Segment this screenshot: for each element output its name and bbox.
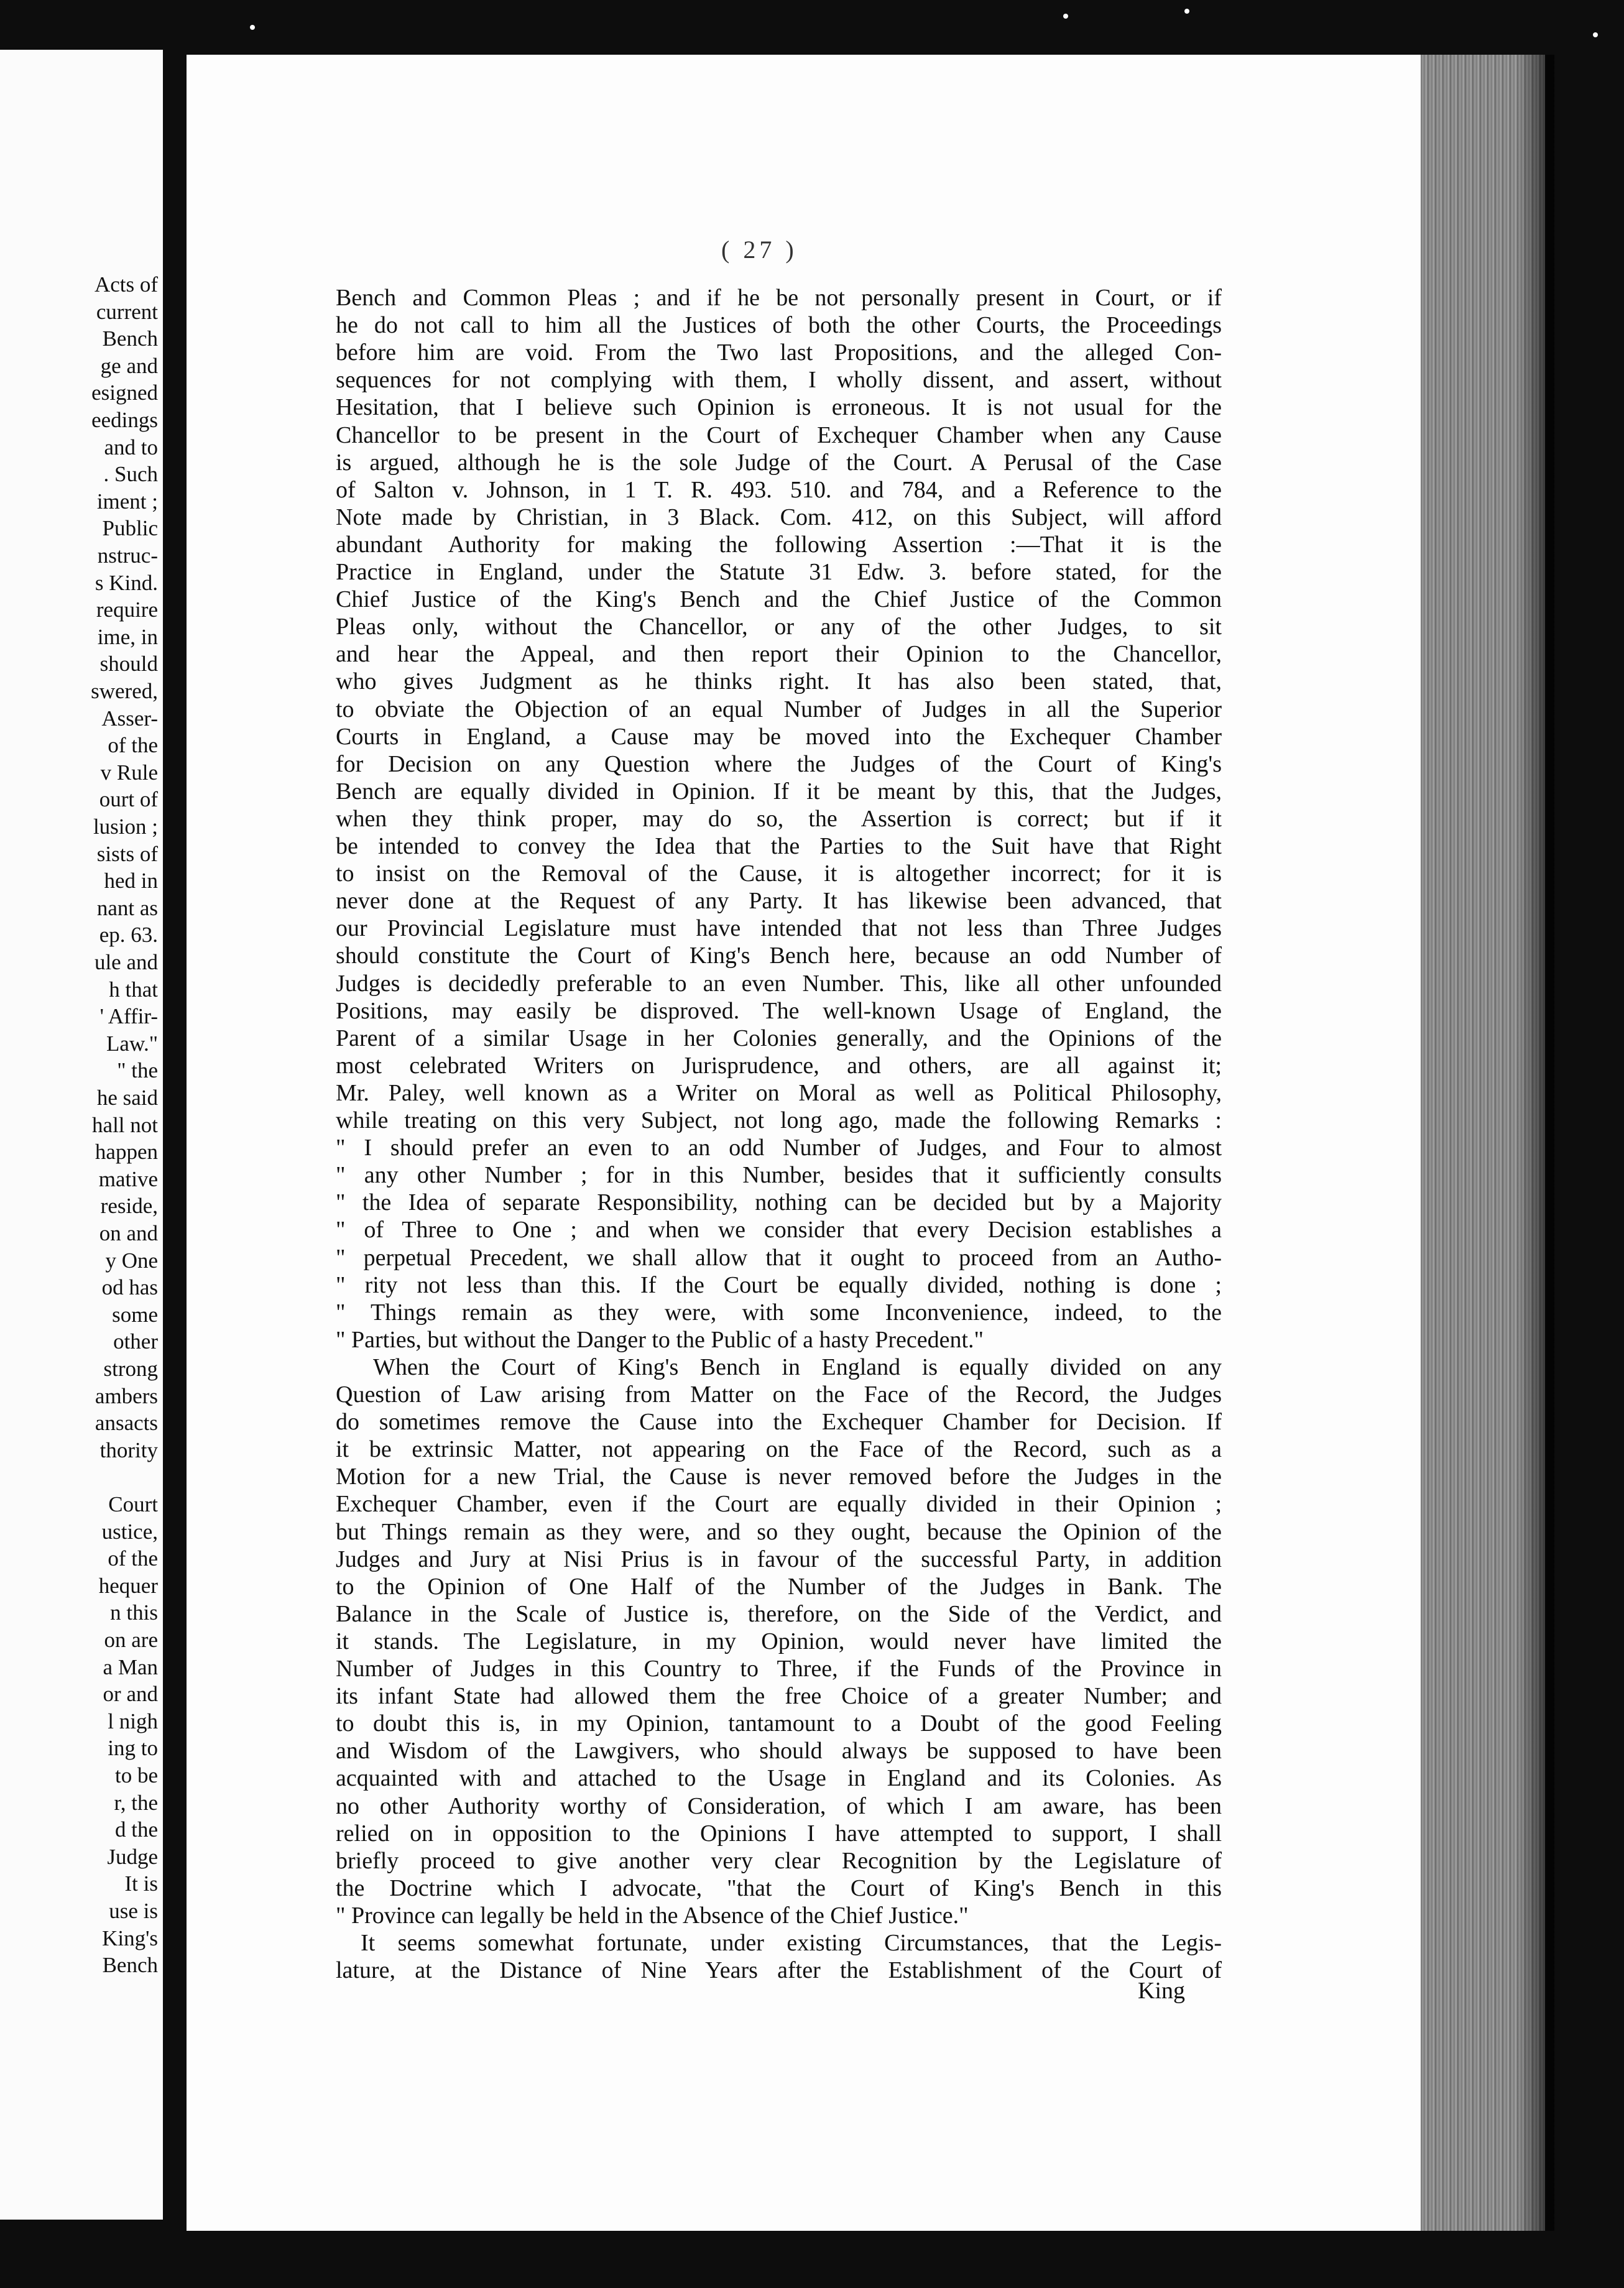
text-line: Chancellor to be present in the Court of Exchequer Chamber when any Cause	[336, 422, 1222, 448]
text-line: it stands. The Legislature, in my Opinion, would never have limited the	[336, 1628, 1222, 1654]
text-line: Number of Judges in this Country to Three, if the Funds of the Province in	[336, 1656, 1222, 1682]
text-line: Judges and Jury at Nisi Prius is in favour of the successful Party, in addition	[336, 1546, 1222, 1572]
left-page-fragment: happen	[95, 1140, 158, 1165]
text-line: its infant State had allowed them the free Choice of a greater Number; and	[336, 1683, 1222, 1710]
left-page-fragment: od has	[101, 1275, 158, 1300]
left-page-fragment: on are	[104, 1628, 158, 1652]
left-page-fragment: other	[113, 1329, 158, 1354]
left-page-fragment: n this	[110, 1600, 158, 1625]
text-line: to doubt this is, in my Opinion, tantamount to a Doubt of the good Feeling	[336, 1710, 1222, 1737]
left-page-fragment: require	[96, 597, 158, 622]
left-page-fragment: some	[112, 1302, 158, 1327]
left-page-fragment: use is	[109, 1899, 158, 1923]
text-line: who gives Judgment as he thinks right. It has also been stated, that,	[336, 668, 1222, 695]
text-line: Hesitation, that I believe such Opinion is erroneous. It is not usual for the	[336, 394, 1222, 421]
text-line: never done at the Request of any Party. It has likewise been advanced, that	[336, 888, 1222, 915]
text-line: Chief Justice of the King's Bench and the Chief Justice of the Common	[336, 586, 1222, 613]
text-line: relied on in opposition to the Opinions I have attempted to support, I shall	[336, 1820, 1222, 1847]
left-page-fragment: eedings	[91, 408, 158, 432]
left-page-fragment: lusion ;	[93, 814, 158, 839]
text-line: while treating on this very Subject, not long ago, made the following Remarks :	[336, 1107, 1222, 1133]
text-line: to insist on the Removal of the Cause, it is altogether incorrect; for it is	[336, 860, 1222, 887]
text-line: " rity not less than this. If the Court be equally divided, nothing is done ;	[336, 1271, 1222, 1298]
text-line: " perpetual Precedent, we shall allow that it ought to proceed from an Autho-	[336, 1244, 1222, 1271]
left-page-fragment: ge and	[100, 353, 158, 378]
text-line: Mr. Paley, well known as a Writer on Moral as well as Political Philosophy,	[336, 1079, 1222, 1106]
text-line: Courts in England, a Cause may be moved into the Exchequer Chamber	[336, 723, 1222, 750]
left-page-fragment: Public	[102, 516, 158, 541]
left-page-fragment: mative	[98, 1166, 158, 1191]
text-line: and hear the Appeal, and then report their Opinion to the Chancellor,	[336, 641, 1222, 668]
left-page-fragment: ing to	[108, 1736, 158, 1761]
text-line: but Things remain as they were, and so they ought, because the Opinion of the	[336, 1518, 1222, 1545]
left-page-fragment: on and	[99, 1221, 158, 1245]
left-page-fragment: swered,	[91, 679, 158, 703]
text-line: " Things remain as they were, with some Inconvenience, indeed, to the	[336, 1299, 1222, 1326]
text-line: " the Idea of separate Responsibility, nothing can be decided but by a Majority	[336, 1189, 1222, 1216]
left-page-fragment: thority	[99, 1437, 158, 1462]
text-line: should constitute the Court of King's Bench here, because an odd Number of	[336, 943, 1222, 969]
text-line: abundant Authority for making the following Assertion :—That it is the	[336, 531, 1222, 558]
left-page-fragment: sists of	[96, 841, 158, 866]
left-page-fragment: Bench	[102, 1953, 158, 1978]
left-page-fragment: current	[96, 299, 158, 324]
left-page-fragment: hed in	[104, 869, 158, 893]
text-line: briefly proceed to give another very clear Recognition by the Legislature of	[336, 1847, 1222, 1874]
left-page-fragment: ' Affir-	[99, 1004, 158, 1029]
left-facing-page	[0, 50, 163, 2220]
left-page-fragment: reside,	[100, 1194, 158, 1219]
left-page-fragment: Asser-	[101, 706, 158, 731]
left-page-fragment: hequer	[98, 1573, 158, 1598]
text-line: before him are void. From the Two last Propositions, and the alleged Con-	[336, 339, 1222, 366]
catchword: King	[1138, 1978, 1185, 2004]
left-page-fragment: ep. 63.	[99, 923, 158, 948]
left-page-fragment: ansacts	[95, 1411, 158, 1436]
text-line: It seems somewhat fortunate, under existing Circumstances, that the Legis-	[361, 1930, 1222, 1956]
left-page-fragment: r, the	[114, 1790, 158, 1815]
left-page-fragment: . Such	[103, 462, 158, 487]
text-line: Positions, may easily be disproved. The well-known Usage of England, the	[336, 997, 1222, 1024]
page-edge-shadow	[1517, 55, 1554, 2231]
left-page-fragment: l nigh	[108, 1709, 158, 1733]
text-line: Motion for a new Trial, the Cause is never removed before the Judges in the	[336, 1464, 1222, 1490]
text-line: to the Opinion of One Half of the Number of the Judges in Bank. The	[336, 1573, 1222, 1600]
left-page-fragment: ule and	[94, 950, 158, 974]
text-line: Judges is decidedly preferable to an even Number. This, like all other unfounded	[336, 970, 1222, 997]
left-page-fragment: he said	[96, 1086, 158, 1110]
left-page-fragment: ambers	[95, 1383, 158, 1408]
left-page-fragment: King's	[102, 1926, 158, 1950]
text-line: " of Three to One ; and when we consider that every Decision establishes a	[336, 1217, 1222, 1243]
left-page-fragment: s Kind.	[95, 570, 158, 595]
text-line: " I should prefer an even to an odd Number of Judges, and Four to almost	[336, 1135, 1222, 1161]
text-line: for Decision on any Question where the Judges of the Court of King's	[336, 750, 1222, 777]
text-line: Pleas only, without the Chancellor, or any of the other Judges, to sit	[336, 614, 1222, 640]
left-page-fragment: ime, in	[97, 624, 158, 649]
left-page-fragment: It is	[124, 1871, 158, 1896]
left-page-fragment: Law."	[106, 1031, 158, 1056]
text-line: When the Court of King's Bench in England is equally divided on any	[373, 1354, 1222, 1380]
text-line: when they think proper, may do so, the Assertion is correct; but if it	[336, 805, 1222, 832]
text-line: sequences for not complying with them, I wholly dissent, and assert, without	[336, 367, 1222, 394]
text-line: lature, at the Distance of Nine Years after the Establishment of the Court of	[336, 1957, 1222, 1984]
page-number: ( 27 )	[721, 236, 798, 264]
text-line: " Parties, but without the Danger to the Public of a hasty Precedent."	[336, 1326, 984, 1353]
left-page-fragment: ustice,	[101, 1519, 158, 1544]
text-line: do sometimes remove the Cause into the Exchequer Chamber for Decision. If	[336, 1409, 1222, 1436]
text-line: it be extrinsic Matter, not appearing on the Face of the Record, such as a	[336, 1436, 1222, 1463]
text-line: Exchequer Chamber, even if the Court are equally divided in their Opinion ;	[336, 1491, 1222, 1518]
left-page-fragment: should	[99, 652, 158, 676]
left-page-fragment: Court	[108, 1492, 158, 1516]
text-line: of Salton v. Johnson, in 1 T. R. 493. 510. and 784, and a Reference to the	[336, 476, 1222, 503]
left-page-fragment: hall not	[92, 1112, 158, 1137]
left-page-fragment: v Rule	[100, 760, 158, 785]
text-line: " Province can legally be held in the Absence of the Chief Justice."	[336, 1902, 969, 1929]
text-line: Note made by Christian, in 3 Black. Com. 412, on this Subject, will afford	[336, 504, 1222, 530]
text-line: Question of Law arising from Matter on the Face of the Record, the Judges	[336, 1382, 1222, 1408]
left-page-fragment: nant as	[96, 895, 158, 920]
text-line: be intended to convey the Idea that the Parties to the Suit have that Right	[336, 833, 1222, 859]
text-line: and Wisdom of the Lawgivers, who should always be supposed to have been	[336, 1738, 1222, 1764]
text-line: Parent of a similar Usage in her Colonies generally, and the Opinions of the	[336, 1025, 1222, 1051]
text-line: the Doctrine which I advocate, "that the Court of King's Bench in this	[336, 1875, 1222, 1901]
text-line: most celebrated Writers on Jurisprudence, and others, are all against it;	[336, 1052, 1222, 1079]
left-page-fragment: y One	[105, 1248, 158, 1273]
left-page-fragment: h that	[109, 977, 158, 1002]
text-line: is argued, although he is the sole Judge of the Court. A Perusal of the Case	[336, 449, 1222, 476]
text-line: Bench are equally divided in Opinion. If it be meant by this, that the Judges,	[336, 778, 1222, 805]
left-page-fragment: or and	[103, 1682, 158, 1707]
left-page-fragment: of the	[108, 733, 158, 758]
text-line: Balance in the Scale of Justice is, therefore, on the Side of the Verdict, and	[336, 1600, 1222, 1627]
left-page-fragment: d the	[114, 1817, 158, 1842]
left-page-fragment: ourt of	[99, 787, 158, 812]
left-page-fragment: Bench	[102, 326, 158, 351]
text-line: no other Authority worthy of Consideration, of which I am aware, has been	[336, 1792, 1222, 1819]
text-line: our Provincial Legislature must have intended that not less than Three Judges	[336, 915, 1222, 942]
left-page-fragment: of the	[108, 1546, 158, 1571]
left-page-fragment: to be	[114, 1763, 158, 1788]
text-line: to obviate the Objection of an equal Number of Judges in all the Superior	[336, 696, 1222, 722]
left-page-fragment: nstruc-	[97, 543, 158, 568]
left-page-fragment: Judge	[107, 1844, 158, 1869]
text-line: " any other Number ; for in this Number, besides that it sufficiently consults	[336, 1162, 1222, 1189]
left-page-fragment: and to	[104, 435, 158, 459]
text-line: Practice in England, under the Statute 31 Edw. 3. before stated, for the	[336, 559, 1222, 585]
left-page-fragment: esigned	[91, 381, 158, 405]
left-page-fragment: Acts of	[94, 272, 158, 297]
left-page-fragment: iment ;	[96, 489, 158, 514]
text-line: Bench and Common Pleas ; and if he be not personally present in Court, or if	[336, 285, 1222, 311]
text-line: he do not call to him all the Justices of both the other Courts, the Proceedings	[336, 312, 1222, 339]
text-line: acquainted with and attached to the Usage in England and its Colonies. As	[336, 1765, 1222, 1792]
left-page-fragment: " the	[117, 1058, 158, 1083]
left-page-fragment: a Man	[103, 1654, 158, 1679]
left-page-fragment: strong	[103, 1357, 158, 1381]
